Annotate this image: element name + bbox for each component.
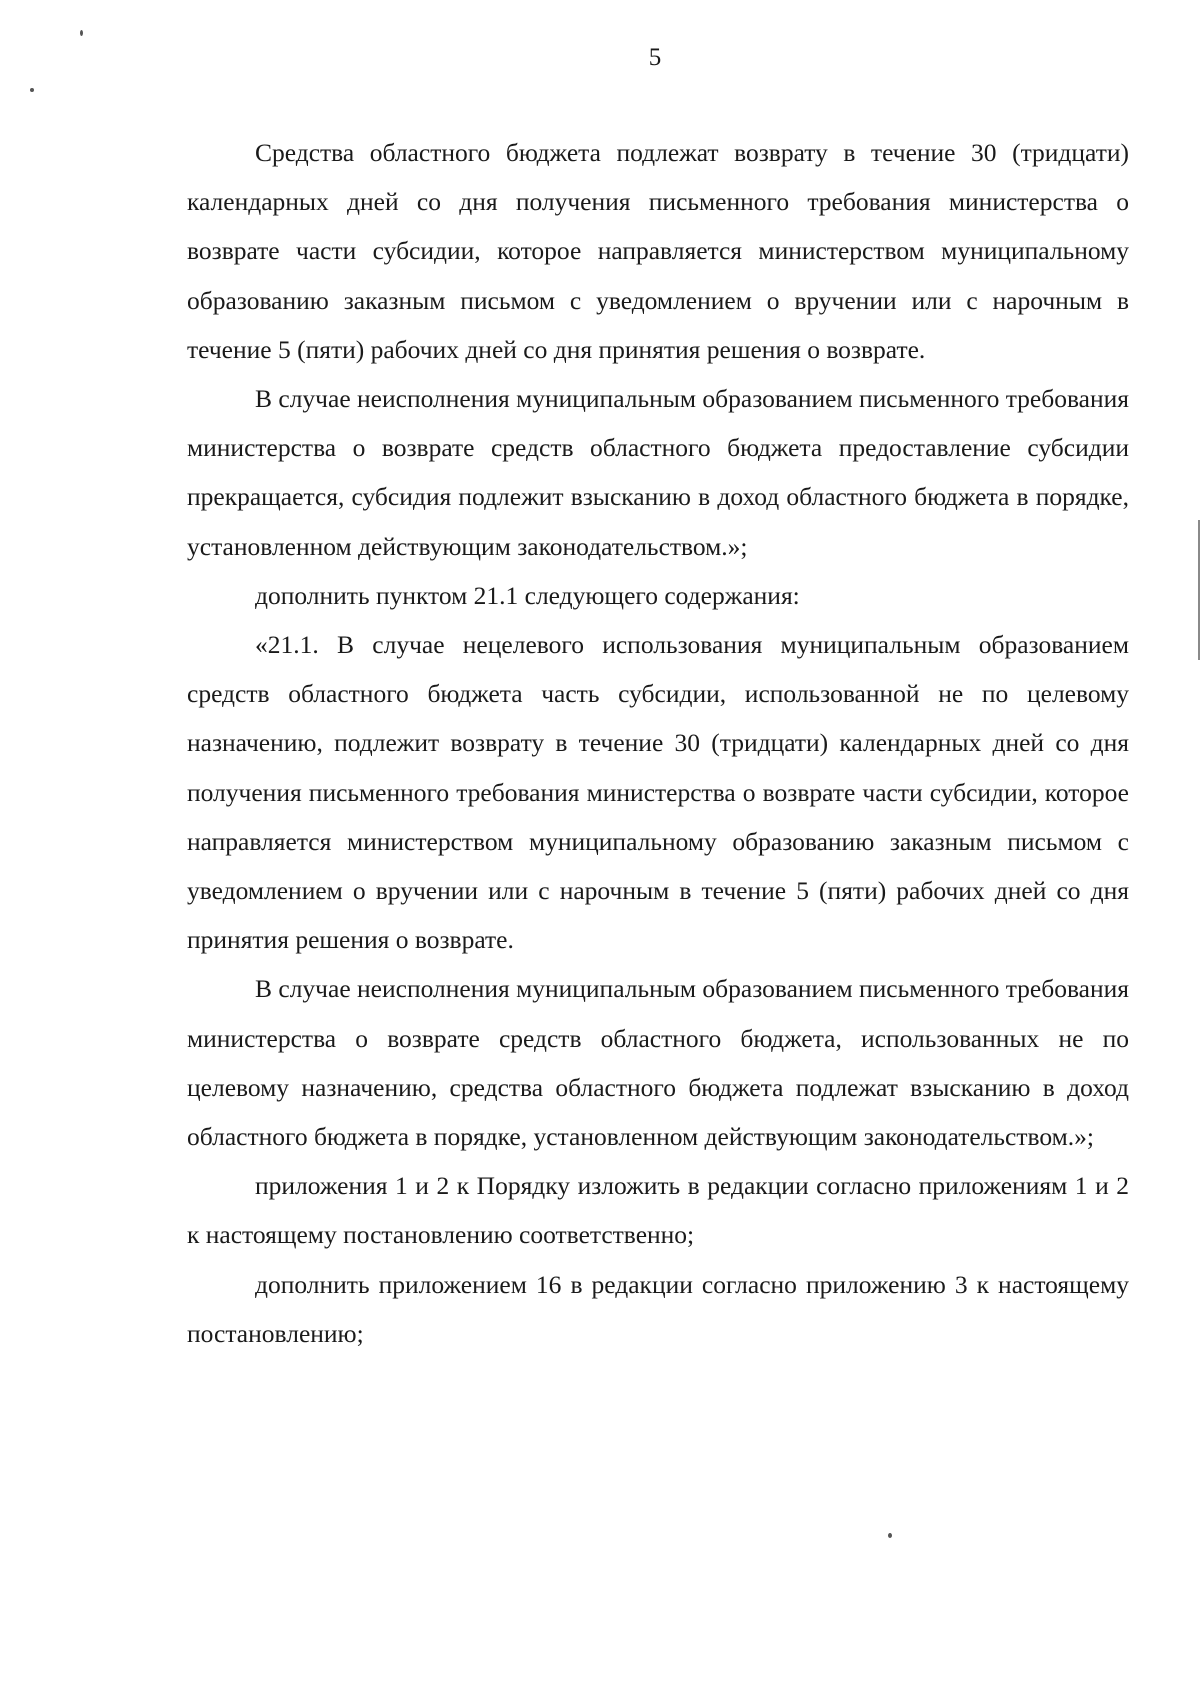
scan-speck bbox=[30, 88, 34, 92]
scan-speck bbox=[888, 1533, 892, 1538]
paragraph-appendix-16: дополнить приложением 16 в редакции согласно приложению 3 к настоящему постановлению; bbox=[187, 1269, 1129, 1348]
paragraph-clause-21-1: «21.1. В случае нецелевого использования муниципальным образованием средств областного бюджета часть субсидии, использованной не по целевому назначению, подлежит возврату в течение 30 (тридцати) календарных дней со дня получения письменного требования министерства о возврате части субсидии, которое направляется министерством муниципальному образованию заказным письмом с уведомлением о вручении или с нарочным в течение 5 (пяти) рабочих дней со дня принятия решения о возврате. bbox=[187, 630, 1129, 955]
paragraph-budget-refund: Средства областного бюджета подлежат возврату в течение 30 (тридцати) календарных дней со дня получения письменного требования министерства о возврате части субсидии, которое направляется министерством муниципальному образованию заказным письмом с уведомлением о вручении или с нарочным в течение 5 (пяти) рабочих дней со дня принятия решения о возврате. bbox=[187, 138, 1129, 364]
document-body bbox=[187, 128, 1129, 1358]
page-number: 5 bbox=[648, 44, 662, 71]
scan-speck bbox=[80, 30, 83, 36]
paragraph-appendices-1-2: приложения 1 и 2 к Порядку изложить в редакции согласно приложениям 1 и 2 к настоящему постановлению соответственно; bbox=[187, 1171, 1129, 1250]
paragraph-add-clause: дополнить пунктом 21.1 следующего содержания: bbox=[255, 580, 800, 610]
paragraph-non-fulfillment-misuse: В случае неисполнения муниципальным образованием письменного требования министерства о возврате средств областного бюджета, использованных не по целевому назначению, средства областного бюджета подлежат взысканию в доход областного бюджета в порядке, установленном действующим законодательством.»; bbox=[187, 974, 1129, 1152]
paragraph-non-fulfillment: В случае неисполнения муниципальным образованием письменного требования министерства о возврате средств областного бюджета предоставление субсидии прекращается, субсидия подлежит взысканию в доход областного бюджета в порядке, установленном действующим законодательством.»; bbox=[187, 384, 1129, 561]
